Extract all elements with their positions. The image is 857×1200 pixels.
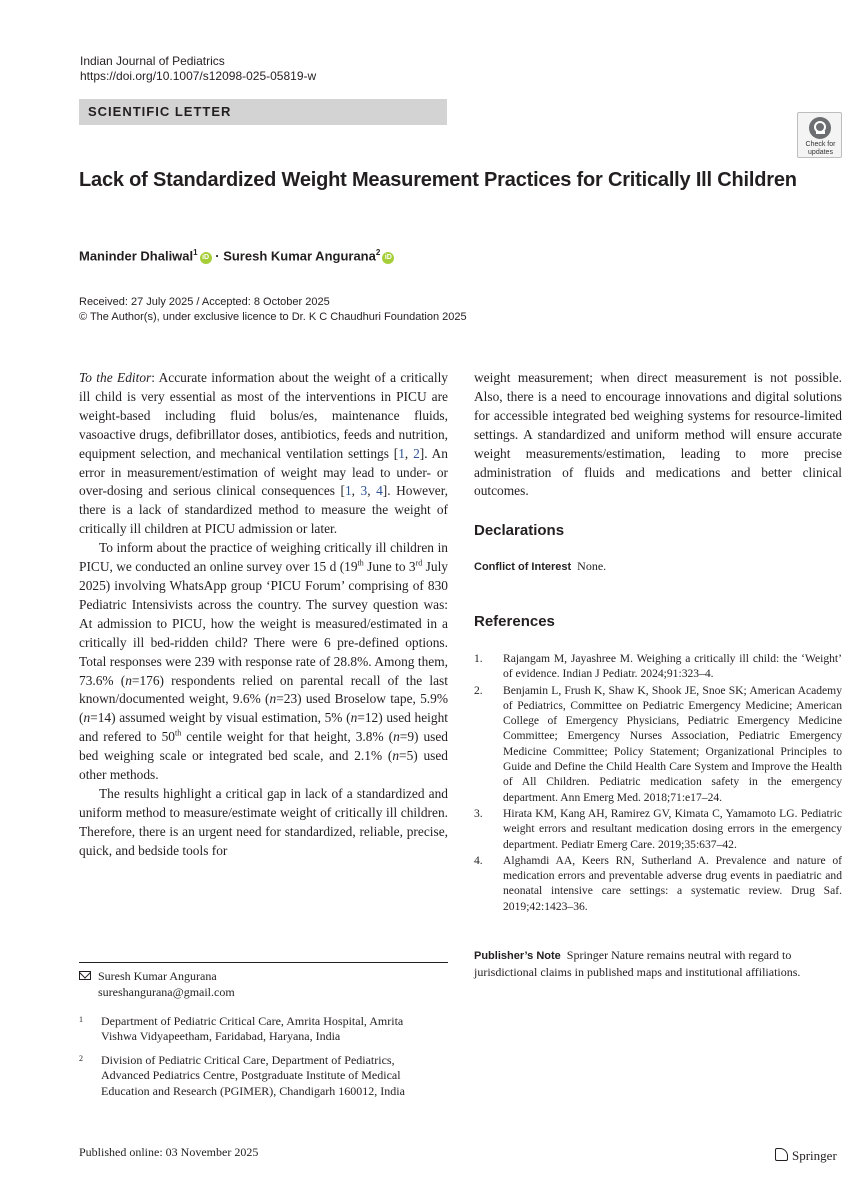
check-for-updates-badge[interactable]	[797, 112, 842, 158]
declarations-heading: Declarations	[474, 522, 565, 539]
check-updates-icon	[809, 117, 831, 139]
journal-name: Indian Journal of Pediatrics	[80, 54, 225, 68]
received-accepted: Received: 27 July 2025 / Accepted: 8 October 2025	[79, 296, 330, 308]
journal-header	[80, 54, 316, 84]
publisher-note: Publisher’s Note Springer Nature remains neutral with regard to jurisdictional claims in published maps and institutional affiliations.	[474, 948, 801, 979]
orcid-icon[interactable]: iD	[382, 252, 394, 264]
contact-name: Suresh Kumar Angurana	[98, 969, 217, 983]
author-name[interactable]: Maninder Dhaliwal	[79, 248, 194, 264]
springer-horse-icon	[775, 1148, 788, 1161]
reference-item[interactable]: 1. Rajangam M, Jayashree M. Weighing a critically ill child: the ‘Weight’ of evidence. Indian J Pediatr. 2024;91:323–4.	[474, 652, 842, 681]
copyright: © The Author(s), under exclusive licence to Dr. K C Chaudhuri Foundation 2025	[79, 311, 467, 323]
envelope-icon	[79, 971, 91, 980]
section-label: SCIENTIFIC LETTER	[88, 104, 232, 119]
article-title: Lack of Standardized Weight Measurement Practices for Critically Ill Children	[79, 169, 797, 191]
conflict-of-interest: Conflict of Interest None.	[474, 559, 607, 573]
body-left-column	[79, 369, 448, 861]
citation-link[interactable]: 2	[413, 445, 420, 461]
reference-item[interactable]: 4. Alghamdi AA, Keers RN, Sutherland A. Prevalence and nature of medication errors and preventable adverse drug events in paediatric and neonatal intensive care settings: a systematic review. Drug Saf. 2019;42:1423–36.	[474, 853, 842, 913]
published-online: Published online: 03 November 2025	[79, 1145, 259, 1159]
reference-list	[474, 651, 842, 915]
body-right-column: weight measurement; when direct measurement is not possible. Also, there is a need to encourage innovations and digital solutions for accessible integrated bed weighing systems for resource-limited settings. A standardized and uniform method will ensure accurate weight measurements/estimation, leading to more precise administration of fluids and medications and better clinical outcomes.	[474, 370, 842, 499]
body-paragraph: To inform about the practice of weighing critically ill children in PICU, we conducted an online survey over 15 d (19th June to 3rd July 2025) involving WhatsApp group ‘PICU Forum’ comprising of 830 Pediatric Intensivists across the country. The survey question was: At admission to PICU, how the weight is measured/estimated in a critically ill bed-ridden child? There were 6 pre-defined options. Total responses were 239 with response rate of 28.8%. Among them, 73.6% (n=176) respondents relied on parental recall of the last known/documented weight, 9.6% (n=23) used Broselow tape, 5.9% (n=14) assumed weight by visual estimation, 5% (n=12) used height and refered to 50th centile weight for that height, 3.8% (n=9) used bed weighing scale or integrated bed scale, and 2.1% (n=5) used other methods.	[79, 540, 448, 783]
doi-link[interactable]: https://doi.org/10.1007/s12098-025-05819-w	[80, 69, 317, 83]
reference-item[interactable]: 3. Hirata KM, Kang AH, Ramirez GV, Kimata C, Yamamoto LG. Pediatric weight errors and resultant medication dosing errors in the emergency department. Pediatr Emerg Care. 2019;35:637–42.	[474, 806, 842, 851]
article-dates	[79, 295, 467, 325]
springer-logo: Springer	[775, 1148, 837, 1164]
citation-link[interactable]: 1	[344, 483, 352, 499]
citation-link[interactable]: 1	[398, 445, 405, 461]
body-paragraph: The results highlight a critical gap in lack of a standardized and uniform method to measure/estimate weight of critically ill children. Therefore, there is an urgent need for standardized, reliable, precise, quick, and bedside tools for	[79, 785, 448, 858]
check-updates-label: Check for updates	[805, 141, 836, 156]
author-list: Maninder Dhaliwal$^1$iD · Suresh Kumar Angurana$^2$iD	[79, 248, 394, 264]
contact-email[interactable]: sureshangurana@gmail.com	[98, 985, 235, 999]
references-heading: References	[474, 613, 555, 630]
citation-link[interactable]: 4	[376, 483, 383, 499]
reference-item[interactable]: 2. Benjamin L, Frush K, Shaw K, Shook JE, Snoe SK; American Academy of Pediatrics, Committee on Pediatric Emergency Medicine; American College of Emergency Physicians, Pediatric Emergency Medicine Committee; Emergency Nurses Association, Pediatric Emergency Medicine Committee; Policy Statement; Organizational Principles to Guide and Define the Child Health Care System and Improve the Health of All Children. Pediatric medication safety in the emergency department. Ann Emerg Med. 2018;71:e17–24.	[474, 683, 842, 804]
citation-link[interactable]: 3	[360, 483, 368, 499]
orcid-icon[interactable]: iD	[200, 252, 212, 264]
author-name[interactable]: Suresh Kumar Angurana	[223, 248, 376, 264]
body-paragraph: To the Editor: Accurate information about the weight of a critically ill child is very essential as most of the interventions in PICU are weight-based including fluid bolus/es, maintenance fluids, vasoactive drugs, defibrillator doses, antibiotics, feeds and nutrition, equipment selection, and mechanical ventilation settings [1, 2]. An error in measurement/estimation of weight may lead to under- or over-dosing and serious clinical consequences [1, 3, 4]. However, there is a lack of standardized method to measure the weight of critically ill children at PICU admission or later.	[79, 370, 448, 537]
footnote-divider	[79, 962, 448, 963]
section-label-bar	[79, 99, 447, 125]
